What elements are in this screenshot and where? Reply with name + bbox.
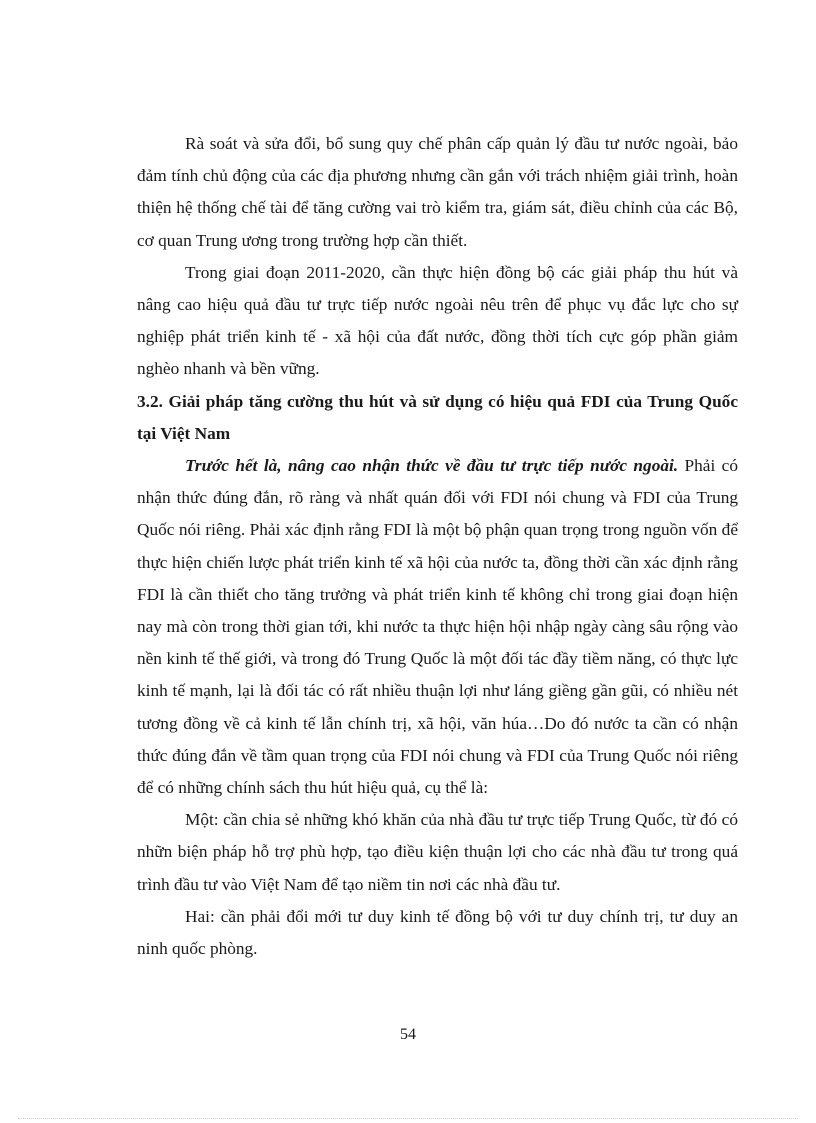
section-heading: 3.2. Giải pháp tăng cường thu hút và sử dụng có hiệu quả FDI của Trung Quốc tại Việt Nam (137, 391, 738, 443)
paragraph-2: Trong giai đoạn 2011-2020, cần thực hiện đồng bộ các giải pháp thu hút và nâng cao hiệu quả đầu tư trực tiếp nước ngoài nêu trên để phục vụ đắc lực cho sự nghiệp phát triển kinh tế - xã hội của đất nước, đồng thời tích cực góp phần giảm nghèo nhanh và bền vững. (137, 262, 738, 379)
paragraph-4: Một: cần chia sẻ những khó khăn của nhà đầu tư trực tiếp Trung Quốc, từ đó có nhữn biện pháp hỗ trợ phù hợp, tạo điều kiện thuận lợi cho các nhà đầu tư trong quá trình đầu tư vào Việt Nam để tạo niềm tin nơi các nhà đầu tư. (137, 810, 738, 894)
document-body (137, 128, 738, 965)
paragraph-3-body: Phải có nhận thức đúng đắn, rõ ràng và nhất quán đối với FDI nói chung và FDI của Trung Quốc nói riêng. Phải xác định rằng FDI là một bộ phận quan trọng trong nguồn vốn để thực hiện chiến lược phát triển kinh tế xã hội của nước ta, đồng thời cần xác định rằng FDI là cần thiết cho tăng trưởng và phát triển kinh tế không chỉ trong giai đoạn hiện nay mà còn trong thời gian tới, khi nước ta thực hiện hội nhập ngày càng sâu rộng vào nền kinh tế thế giới, và trong đó Trung Quốc là một đối tác đầy tiềm năng, có thực lực kinh tế mạnh, lại là đối tác có rất nhiều thuận lợi như láng giềng gần gũi, có nhiều nét tương đồng về cả kinh tế lẫn chính trị, xã hội, văn húa…Do đó nước ta cần có nhận thức đúng đắn về tầm quan trọng của FDI nói chung và FDI của Trung Quốc nói riêng để có những chính sách thu hút hiệu quả, cụ thể là: (137, 456, 738, 798)
paragraph-3-lead: Trước hết là, nâng cao nhận thức về đầu tư trực tiếp nước ngoài. (185, 456, 679, 476)
page-bottom-divider (18, 1118, 798, 1119)
page-number: 54 (400, 1026, 416, 1043)
paragraph-1: Rà soát và sửa đổi, bổ sung quy chế phân cấp quản lý đầu tư nước ngoài, bảo đảm tính chủ động của các địa phương nhưng cần gắn với trách nhiệm giải trình, hoàn thiện hệ thống chế tài để tăng cường vai trò kiểm tra, giám sát, điều chỉnh của các Bộ, cơ quan Trung ương trong trường hợp cần thiết. (137, 134, 738, 250)
paragraph-5: Hai: cần phải đổi mới tư duy kinh tế đồng bộ với tư duy chính trị, tư duy an ninh quốc phòng. (137, 906, 738, 959)
paragraph-3 (137, 450, 738, 804)
